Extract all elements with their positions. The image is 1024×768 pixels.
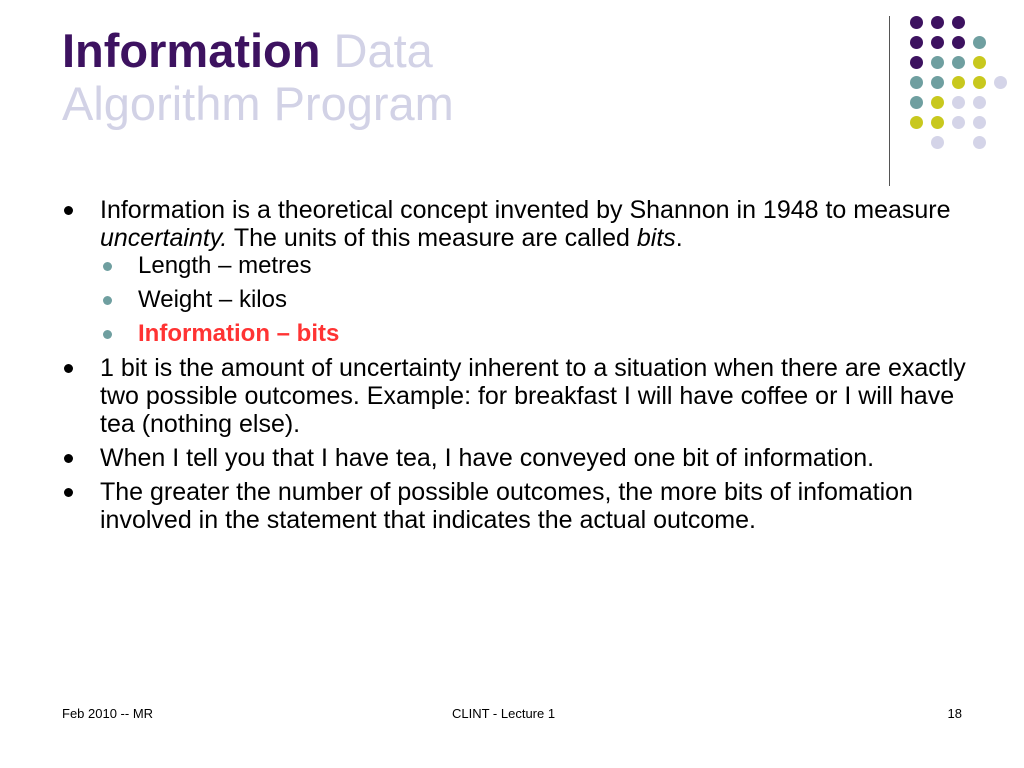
dot (931, 136, 944, 149)
dot (952, 36, 965, 49)
sub-bullet-item (100, 286, 982, 314)
dot (952, 56, 965, 69)
decorative-dot-grid (910, 16, 1014, 166)
bullet-item (62, 444, 982, 472)
sub-bullet-item (100, 252, 982, 280)
dot (952, 16, 965, 29)
sub-bullet-text-highlight: Information – bits (138, 320, 340, 347)
bullet-dot-icon (64, 206, 73, 215)
bullet-dot-icon (64, 364, 73, 373)
bullet-dot-icon (64, 454, 73, 463)
dot (952, 76, 965, 89)
slide-title (62, 24, 454, 130)
dot (910, 116, 923, 129)
slide-body (62, 196, 982, 540)
sub-bullet-item (100, 320, 982, 348)
dot (973, 56, 986, 69)
dot (910, 96, 923, 109)
bullet-text: . (675, 224, 683, 252)
bullet-text: The greater the number of possible outcomes, the more bits of infomation involved in the statement that indicates the actual outcome. (100, 478, 913, 534)
dot (910, 36, 923, 49)
sub-bullet-text: Weight – kilos (138, 286, 287, 313)
dot (973, 136, 986, 149)
slide-number: 18 (947, 706, 962, 721)
dot (910, 56, 923, 69)
dot (931, 56, 944, 69)
dot (952, 96, 965, 109)
bullet-item (62, 196, 982, 348)
footer-date: Feb 2010 -- MR (62, 706, 154, 721)
title-line2: Algorithm Program (62, 77, 454, 130)
title-data: Data (333, 24, 433, 77)
bullet-list (62, 196, 982, 534)
bullet-text: When I tell you that I have tea, I have conveyed one bit of information. (100, 444, 875, 472)
sub-bullet-list (100, 252, 982, 348)
dot (931, 76, 944, 89)
bullet-item (62, 354, 982, 438)
title-strong: Information (62, 24, 321, 77)
dot (952, 116, 965, 129)
dot (973, 36, 986, 49)
dot (994, 76, 1007, 89)
bullet-dot-icon (64, 488, 73, 497)
bullet-item (62, 478, 982, 534)
dot (931, 16, 944, 29)
title-divider (889, 16, 890, 186)
dot (931, 96, 944, 109)
emphasis-bits: bits (636, 224, 676, 252)
dot (931, 116, 944, 129)
sub-bullet-dot-icon (103, 296, 112, 305)
emphasis-uncertainty: uncertainty. (100, 224, 228, 252)
sub-bullet-dot-icon (103, 262, 112, 271)
footer-course: CLINT - Lecture 1 (452, 706, 556, 721)
dot (973, 116, 986, 129)
sub-bullet-text: Length – metres (138, 252, 312, 279)
bullet-text: 1 bit is the amount of uncertainty inherent to a situation when there are exactly two possible outcomes. Example: for breakfast I will have coffee or I will have tea (nothing else). (100, 354, 966, 438)
dot (910, 76, 923, 89)
bullet-text: The units of this measure are called (227, 224, 637, 252)
dot (931, 36, 944, 49)
dot (973, 76, 986, 89)
dot (910, 16, 923, 29)
sub-bullet-dot-icon (103, 330, 112, 339)
bullet-text: Information is a theoretical concept invented by Shannon in 1948 to measure (100, 196, 951, 224)
dot (973, 96, 986, 109)
